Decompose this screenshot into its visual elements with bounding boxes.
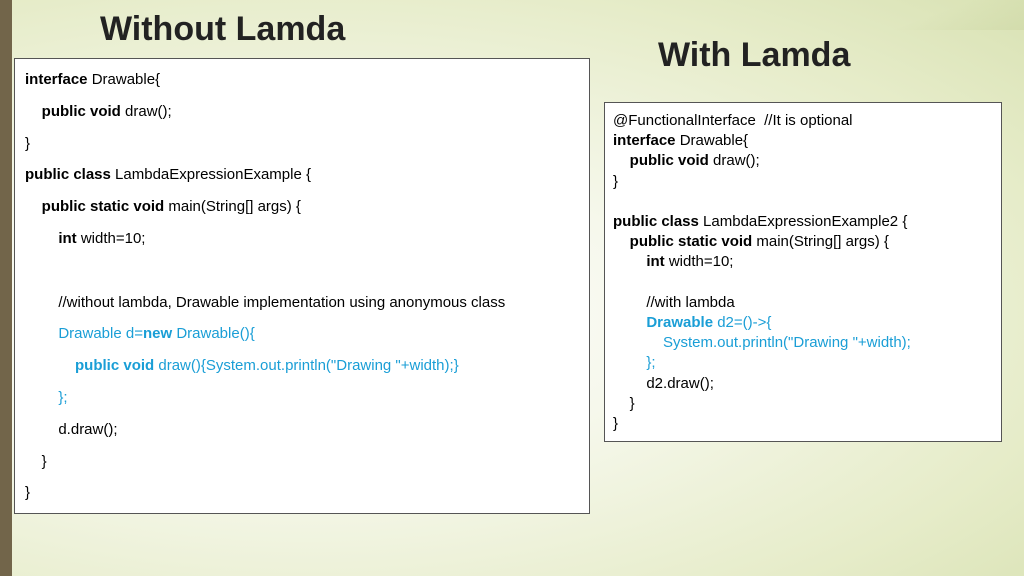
code-line bbox=[613, 192, 993, 212]
code-token: public void bbox=[75, 357, 155, 375]
code-line bbox=[613, 212, 993, 232]
code-token: LambdaExpressionExample { bbox=[110, 166, 311, 184]
code-token: public static void bbox=[629, 233, 753, 251]
title-without-lamda: Without Lamda bbox=[100, 10, 346, 48]
code-token: interface bbox=[613, 132, 676, 150]
code-line bbox=[613, 374, 993, 394]
code-line bbox=[25, 128, 579, 160]
code-box-without-lambda bbox=[14, 58, 590, 514]
code-token: Drawable{ bbox=[675, 132, 749, 150]
code-token: Drawable{ bbox=[87, 71, 161, 88]
code-line bbox=[613, 172, 993, 192]
code-line bbox=[25, 477, 579, 509]
code-token: } bbox=[25, 484, 31, 502]
code-token: } bbox=[613, 415, 619, 433]
code-token: } bbox=[25, 452, 47, 470]
code-token bbox=[613, 253, 646, 270]
code-token bbox=[25, 103, 42, 120]
code-token bbox=[613, 193, 617, 210]
code-line bbox=[613, 273, 993, 293]
code-line bbox=[613, 333, 993, 353]
code-line bbox=[25, 318, 579, 350]
code-line bbox=[25, 414, 579, 446]
code-token: public static void bbox=[41, 198, 165, 216]
code-token: main(String[] args) { bbox=[752, 233, 889, 251]
code-token: @FunctionalInterface //It is optional bbox=[613, 112, 853, 129]
code-token: public void bbox=[41, 102, 121, 120]
code-line bbox=[25, 159, 579, 191]
code-line bbox=[25, 223, 579, 255]
code-line bbox=[25, 287, 579, 319]
code-token: }; bbox=[613, 354, 656, 372]
code-token: System.out.println("Drawing "+width); bbox=[613, 334, 911, 352]
code-token: width=10; bbox=[76, 229, 146, 247]
code-line bbox=[613, 252, 993, 272]
code-token: draw(){System.out.println("Drawing "+width);} bbox=[154, 357, 459, 375]
code-token bbox=[25, 262, 29, 279]
code-line bbox=[613, 313, 993, 333]
code-token: interface bbox=[25, 71, 88, 88]
code-token: } bbox=[613, 394, 635, 412]
left-accent-bar bbox=[0, 0, 12, 576]
code-token: //without lambda, Drawable implementation using anonymous class bbox=[25, 293, 506, 311]
code-token: public class bbox=[25, 166, 111, 184]
code-line bbox=[25, 382, 579, 414]
code-token bbox=[613, 233, 630, 250]
code-token: Drawable(){ bbox=[172, 325, 255, 343]
code-line bbox=[613, 394, 993, 414]
code-token: } bbox=[613, 172, 619, 190]
code-token: public class bbox=[613, 213, 699, 231]
code-token bbox=[25, 230, 58, 247]
code-token: public void bbox=[629, 152, 709, 170]
code-line bbox=[25, 350, 579, 382]
code-line bbox=[613, 111, 993, 131]
code-token bbox=[25, 198, 42, 215]
code-box-with-lambda bbox=[604, 102, 1002, 442]
corner-decoration bbox=[884, 0, 1024, 30]
code-token: //with lambda bbox=[613, 293, 735, 311]
code-token: new bbox=[142, 325, 173, 343]
code-line bbox=[613, 232, 993, 252]
code-line bbox=[613, 293, 993, 313]
code-token: d2.draw(); bbox=[613, 374, 714, 392]
code-token: d.draw(); bbox=[25, 420, 118, 438]
code-token bbox=[25, 357, 75, 374]
code-token: LambdaExpressionExample2 { bbox=[698, 213, 908, 231]
code-line bbox=[613, 151, 993, 171]
code-token: width=10; bbox=[664, 253, 734, 271]
code-line bbox=[613, 414, 993, 434]
code-token bbox=[613, 152, 630, 169]
code-token: int bbox=[646, 253, 665, 271]
code-token: main(String[] args) { bbox=[164, 198, 301, 216]
code-token: }; bbox=[25, 388, 68, 406]
code-line bbox=[613, 353, 993, 373]
title-with-lamda: With Lamda bbox=[658, 36, 851, 74]
code-line bbox=[25, 191, 579, 223]
code-line bbox=[25, 64, 579, 96]
code-token: Drawable d= bbox=[25, 325, 143, 343]
code-token: draw(); bbox=[708, 152, 760, 170]
code-line bbox=[25, 446, 579, 478]
code-token: Drawable bbox=[646, 314, 714, 332]
code-token: draw(); bbox=[120, 102, 172, 120]
code-token bbox=[613, 314, 646, 331]
code-token: int bbox=[58, 229, 77, 247]
code-line bbox=[25, 255, 579, 287]
code-line bbox=[613, 131, 993, 151]
code-line bbox=[25, 96, 579, 128]
code-token bbox=[613, 274, 617, 291]
code-token: d2=()->{ bbox=[713, 314, 772, 332]
code-token: } bbox=[25, 134, 31, 152]
